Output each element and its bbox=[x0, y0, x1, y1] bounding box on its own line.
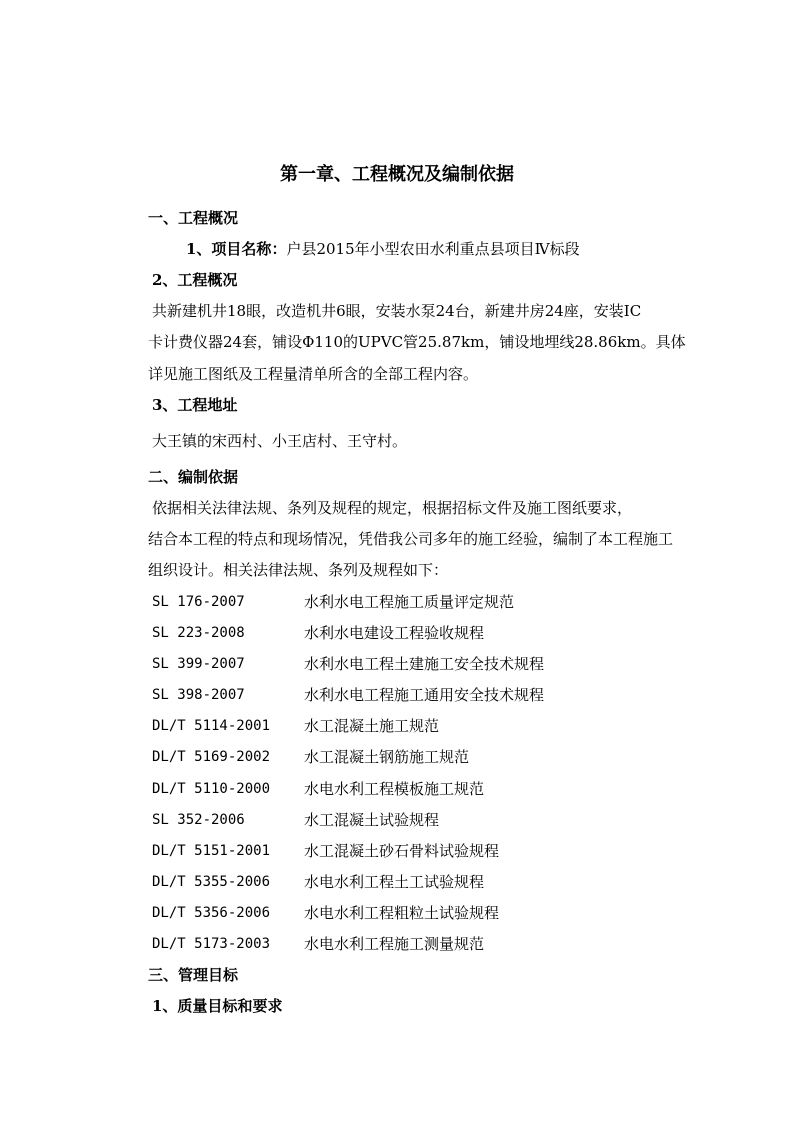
overview-heading: 2、工程概况 bbox=[152, 271, 238, 289]
standard-name: 水利水电工程土建施工安全技术规程 bbox=[304, 655, 545, 673]
section2-heading: 二、编制依据 bbox=[148, 468, 239, 486]
standard-name: 水工混凝土试验规程 bbox=[304, 811, 440, 829]
standard-code: DL/T 5355-2006 bbox=[152, 874, 271, 890]
standard-code: SL 176-2007 bbox=[152, 594, 245, 610]
standard-name: 水工混凝土施工规范 bbox=[304, 717, 440, 735]
standard-name: 水电水利工程模板施工规范 bbox=[304, 780, 485, 798]
standard-name: 水工混凝土砂石骨料试验规程 bbox=[304, 842, 500, 860]
quality-target-heading: 1、质量目标和要求 bbox=[152, 997, 283, 1015]
overview-line-2: 卡计费仪器24套，铺设Φ110的UPVC管25.87km，铺设地埋线28.86km。具体 bbox=[148, 333, 686, 351]
standard-code: SL 352-2006 bbox=[152, 812, 245, 828]
standard-name: 水利水电建设工程验收规程 bbox=[304, 624, 485, 642]
standard-name: 水电水利工程土工试验规程 bbox=[304, 873, 485, 891]
standard-code: DL/T 5114-2001 bbox=[152, 718, 271, 734]
standard-code: SL 399-2007 bbox=[152, 656, 245, 672]
standard-name: 水利水电工程施工质量评定规范 bbox=[304, 593, 515, 611]
standard-code: DL/T 5110-2000 bbox=[152, 781, 271, 797]
standard-code: SL 398-2007 bbox=[152, 687, 245, 703]
project-name-line bbox=[186, 239, 580, 259]
standard-code: DL/T 5173-2003 bbox=[152, 936, 271, 952]
basis-line-2: 结合本工程的特点和现场情况，凭借我公司多年的施工经验，编制了本工程施工 bbox=[148, 530, 674, 548]
standard-code: DL/T 5356-2006 bbox=[152, 905, 271, 921]
basis-line-1: 依据相关法律法规、条列及规程的规定，根据招标文件及施工图纸要求， bbox=[152, 499, 633, 517]
standard-code: DL/T 5169-2002 bbox=[152, 749, 271, 765]
standard-name: 水利水电工程施工通用安全技术规程 bbox=[304, 686, 545, 704]
overview-line-1: 共新建机井18眼，改造机井6眼，安装水泵24台，新建井房24座，安装IC bbox=[152, 302, 642, 320]
address-heading: 3、工程地址 bbox=[152, 396, 238, 414]
standard-name: 水电水利工程粗粒土试验规程 bbox=[304, 904, 500, 922]
chapter-title: 第一章、工程概况及编制依据 bbox=[280, 164, 514, 185]
standard-name: 水工混凝土钢筋施工规范 bbox=[304, 748, 470, 766]
standard-name: 水电水利工程施工测量规范 bbox=[304, 935, 485, 953]
section1-heading: 一、工程概况 bbox=[148, 209, 239, 227]
address-text: 大王镇的宋西村、小王店村、王守村。 bbox=[152, 432, 408, 450]
project-name-value: 户县2015年小型农田水利重点县项目Ⅳ标段 bbox=[286, 240, 580, 258]
project-name-label: 1、项目名称： bbox=[186, 240, 287, 258]
standard-code: SL 223-2008 bbox=[152, 625, 245, 641]
overview-line-3: 详见施工图纸及工程量清单所含的全部工程内容。 bbox=[148, 365, 479, 383]
section3-heading: 三、管理目标 bbox=[148, 966, 239, 984]
standard-code: DL/T 5151-2001 bbox=[152, 843, 271, 859]
basis-line-3: 组织设计。相关法律法规、条列及规程如下： bbox=[148, 561, 449, 579]
